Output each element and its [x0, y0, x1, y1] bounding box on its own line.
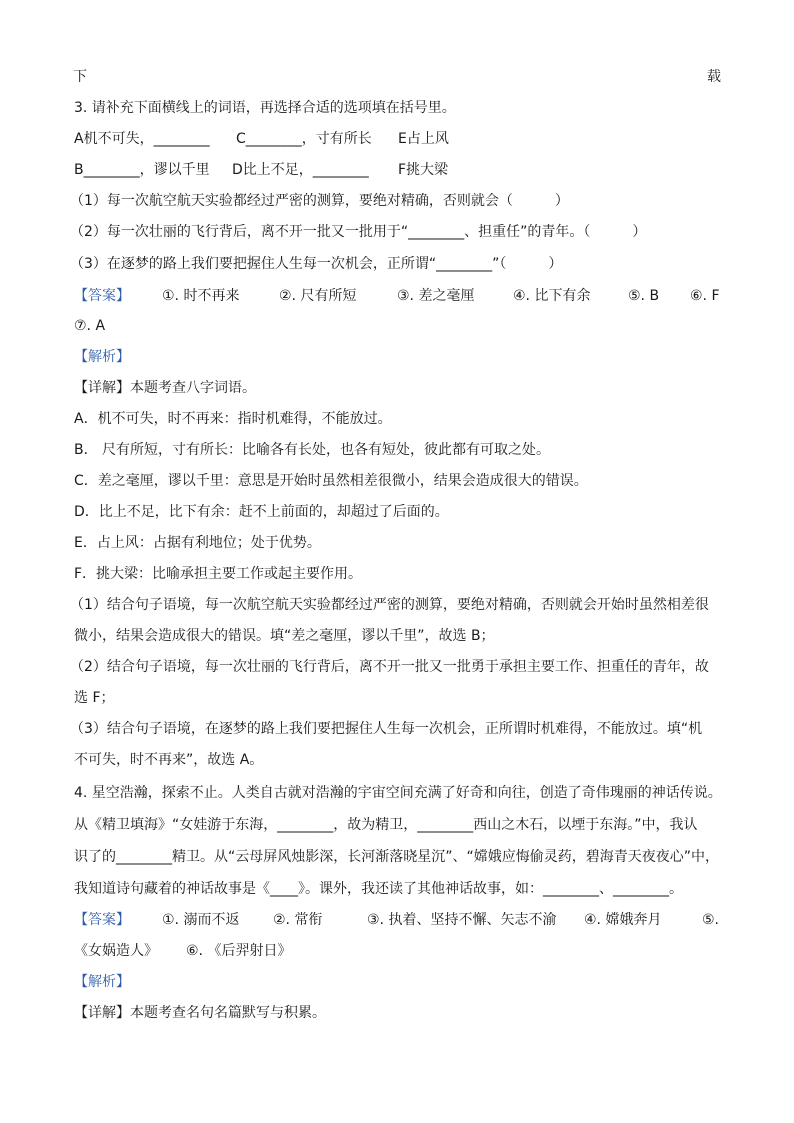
q3-explain-c: C．差之毫厘，谬以千里：意思是开始时虽然相差很微小，结果会造成很大的错误。 — [74, 473, 588, 489]
q3-explain-a: A．机不可失，时不再来：指时机难得，不能放过。 — [74, 411, 392, 427]
q4-answer-5: ⑤. — [702, 912, 720, 928]
q3-explain-f: F．挑大梁：比喻承担主要工作或起主要作用。 — [74, 566, 363, 582]
q4-line-1: 4. 星空浩瀚，探索不止。人类自古就对浩瀚的宇宙空间充满了好奇和向往，创造了奇伟瑰丽的神话传说。 — [74, 785, 722, 801]
q3-option-b: B________，谬以千里 — [74, 162, 210, 178]
q3-para-3-line-1: （3）结合句子语境，在逐梦的路上我们要把握住人生每一次机会，正所谓时机难得，不能放过。填“机 — [70, 721, 703, 737]
q4-line-2: 从《精卫填海》“女娃游于东海，________，故为精卫，________西山之木石，以堙于东海。”中，我认 — [74, 817, 698, 833]
q3-answer-1: ①. 时不再来 — [162, 288, 240, 304]
q3-option-e: E占上风 — [398, 131, 449, 147]
q4-line-3: 识了的________精卫。从“云母屏风烛影深，长河渐落晓星沉”、“嫦娥应悔偷灵药，碧海青天夜夜心”中， — [74, 849, 720, 865]
q4-answer-4: ④. 嫦娥奔月 — [584, 912, 662, 928]
q4-answer-1: ①. 溺而不返 — [162, 912, 240, 928]
q4-answer-3: ③. 执着、坚持不懈、矢志不渝 — [367, 912, 557, 928]
q3-explain-e: E．占上风：占据有利地位；处于优势。 — [74, 535, 321, 551]
q4-analysis-label: 【解析】 — [74, 974, 130, 990]
q4-detail: 【详解】本题考查名句名篇默写与积累。 — [74, 1005, 326, 1021]
q3-sentence-3: （3）在逐梦的路上我们要把握住人生每一次机会，正所谓“________”（ ） — [70, 256, 563, 272]
header-left-char: 下 — [73, 69, 87, 85]
q3-answer-label: 【答案】 — [74, 288, 130, 304]
header-right-char: 载 — [707, 69, 721, 85]
q3-stem: 3. 请补充下面横线上的词语，再选择合适的选项填在括号里。 — [74, 100, 456, 116]
q3-answer-4: ④. 比下有余 — [513, 288, 591, 304]
q3-sentence-1: （1）每一次航空航天实验都经过严密的测算，要绝对精确，否则就会（ ） — [70, 193, 569, 209]
q3-analysis-label: 【解析】 — [74, 349, 130, 365]
q3-answer-5: ⑤. B — [628, 288, 660, 304]
q3-sentence-2: （2）每一次壮丽的飞行背后，离不开一批又一批用于“________、担重任”的青年。（ ） — [70, 224, 647, 240]
q4-answer-2: ②. 常衔 — [273, 912, 323, 928]
q3-para-1-line-2: 微小，结果会造成很大的错误。填“差之毫厘，谬以千里”，故选 B； — [74, 628, 495, 644]
q3-explain-b: B． 尺有所短，寸有所长：比喻各有长处，也各有短处，彼此都有可取之处。 — [74, 442, 551, 458]
q4-line-4: 我知道诗句藏着的神话故事是《____》。课外，我还读了其他神话故事，如：________、________。 — [74, 881, 683, 897]
q4-answer-5-text: 《女娲造人》 — [74, 943, 158, 959]
q3-option-c: C________，寸有所长 — [236, 131, 372, 147]
q3-para-1-line-1: （1）结合句子语境，每一次航空航天实验都经过严密的测算，要绝对精确，否则就会开始时虽然相差很 — [70, 597, 709, 613]
q3-answer-2: ②. 尺有所短 — [279, 288, 357, 304]
q3-detail: 【详解】本题考查八字词语。 — [74, 380, 256, 396]
q3-option-a: A机不可失，________ — [74, 131, 210, 147]
q3-option-f: F挑大梁 — [398, 162, 449, 178]
q3-explain-d: D．比上不足，比下有余：赶不上前面的，却超过了后面的。 — [74, 504, 449, 520]
q3-para-2-line-1: （2）结合句子语境，每一次壮丽的飞行背后，离不开一批又一批勇于承担主要工作、担重任的青年，故 — [70, 659, 709, 675]
q3-option-d: D比上不足，________ — [232, 162, 369, 178]
q3-para-2-line-2: 选 F； — [74, 690, 115, 706]
q3-para-3-line-2: 不可失，时不再来”，故选 A。 — [74, 752, 264, 768]
q3-answer-3: ③. 差之毫厘 — [397, 288, 475, 304]
q3-answer-7: ⑦. A — [74, 318, 106, 334]
q4-answer-6: ⑥. 《后羿射日》 — [186, 943, 292, 959]
q4-answer-label: 【答案】 — [74, 912, 130, 928]
q3-answer-6: ⑥. F — [690, 288, 720, 304]
